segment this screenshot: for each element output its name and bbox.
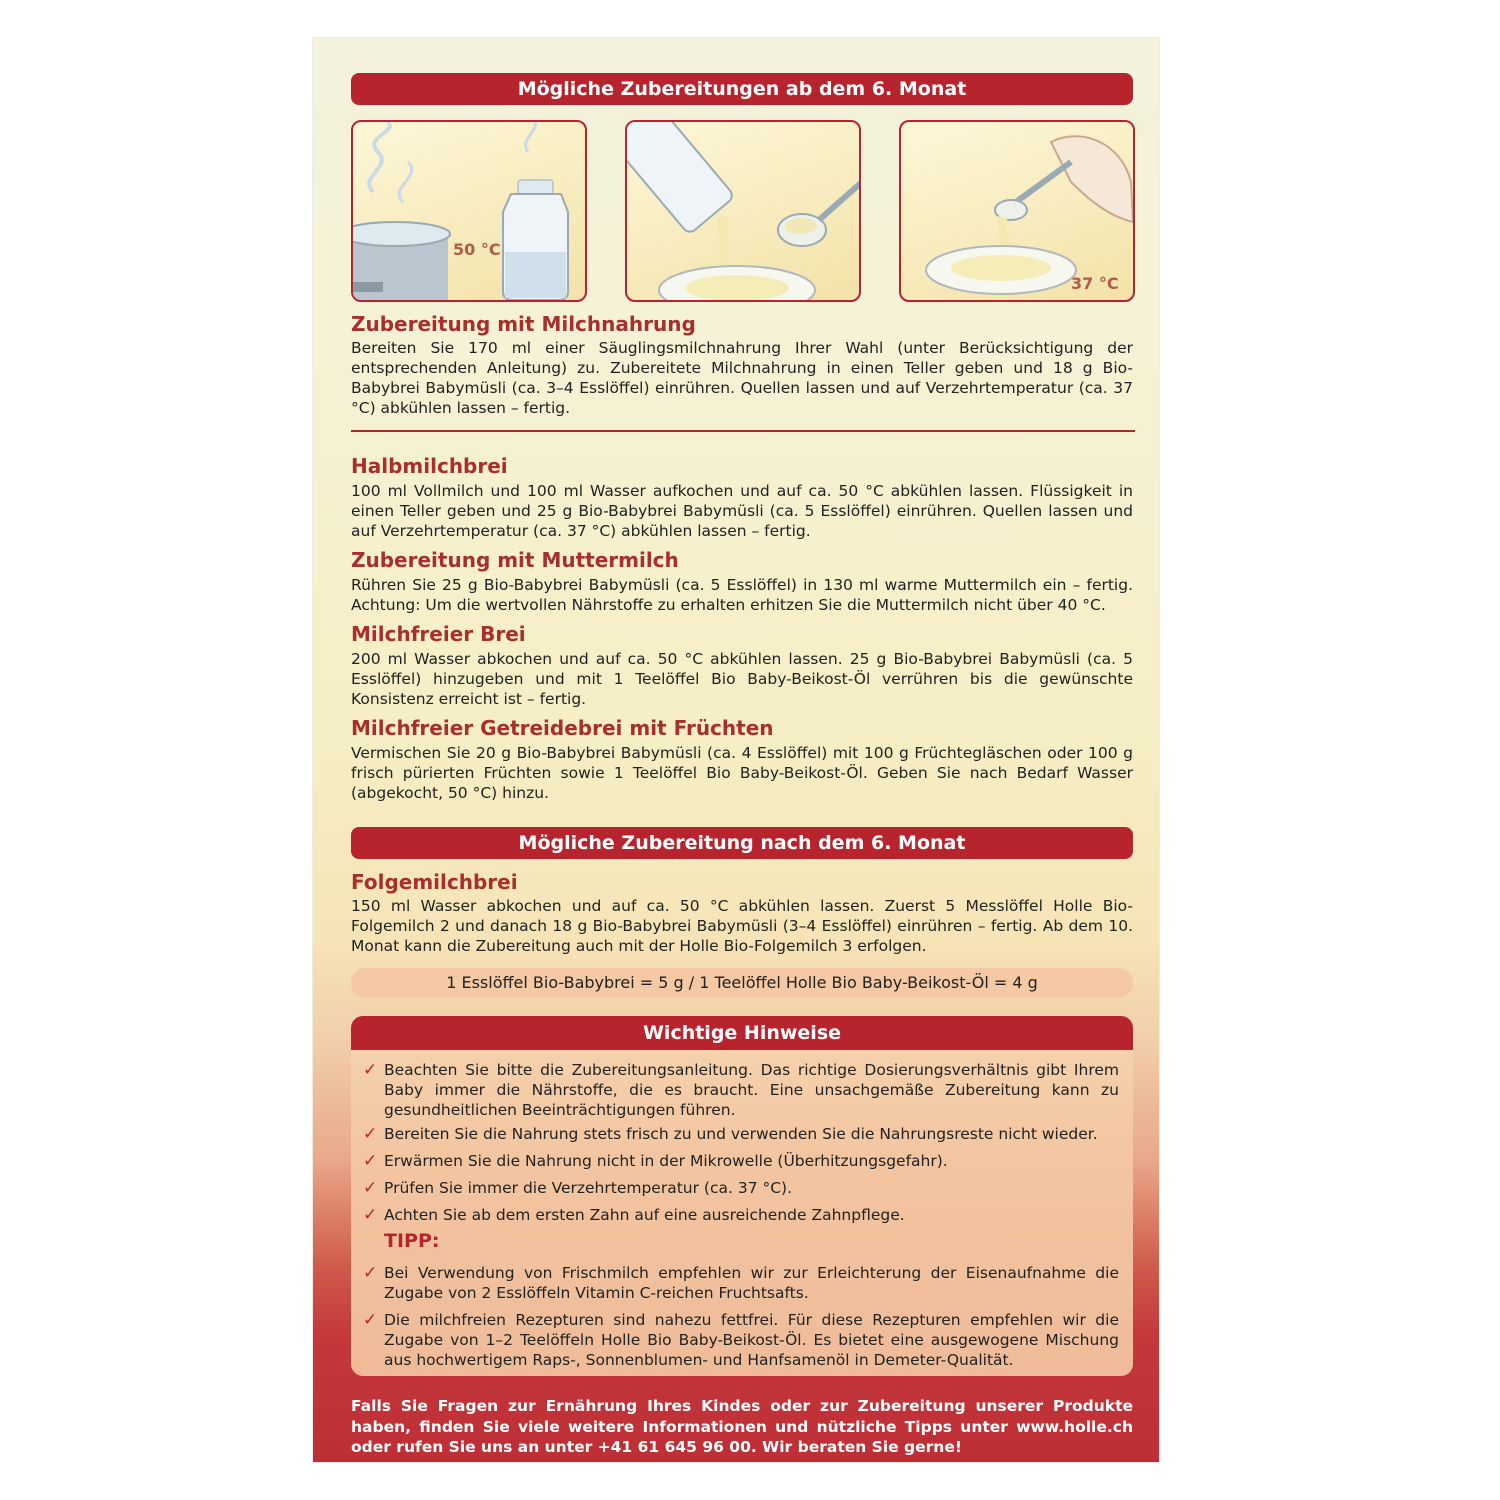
illustration-heat-water bbox=[351, 120, 587, 302]
text-halbmilchbrei: 100 ml Vollmilch und 100 ml Wasser aufkochen und auf ca. 50 °C abkühlen lassen. Flüssigkeit in einen Teller geben und 25 g Bio-Babybrei Babymüsli (ca. 5 Esslöffel) einrühren. Quellen lassen und auf Verzehrtemperatur (ca. 37 °C) abkühlen lassen – fertig. bbox=[351, 482, 1133, 540]
illustration-pour bbox=[625, 120, 861, 302]
illustration-stir bbox=[899, 120, 1135, 302]
hinweis-item: Erwärmen Sie die Nahrung nicht in der Mikrowelle (Überhitzungsgefahr). bbox=[384, 1152, 948, 1170]
check-icon: ✓ bbox=[363, 1124, 378, 1144]
hinweise-title: Wichtige Hinweise bbox=[351, 1016, 1133, 1050]
temp-50: 50 °C bbox=[453, 240, 501, 259]
check-icon: ✓ bbox=[363, 1178, 378, 1198]
wichtige-hinweise-box bbox=[351, 1016, 1133, 1376]
hinweis-item: Beachten Sie bitte die Zubereitungsanleitung. Das richtige Dosierungsverhältnis gibt Ihrem Baby immer die Nährstoffe, die es braucht. Eine unsachgemäße Zubereitung kann zu gesundheitlichen Beeinträchtigungen führen. bbox=[384, 1061, 1119, 1119]
check-icon: ✓ bbox=[363, 1310, 378, 1330]
temp-37: 37 °C bbox=[1071, 274, 1119, 293]
text-muttermilch: Rühren Sie 25 g Bio-Babybrei Babymüsli (ca. 5 Esslöffel) in 130 ml warme Muttermilch ein – fertig. Achtung: Um die wertvollen Nährstoffe zu erhalten erhitzen Sie die Muttermilch nicht über 40 °C. bbox=[351, 576, 1133, 614]
tipp-item: Bei Verwendung von Frischmilch empfehlen wir zur Erleichterung der Eisenaufnahme die Zugabe von 2 Esslöffeln Vitamin C-reichen Fruchtsafts. bbox=[384, 1264, 1119, 1302]
title-milchfrei: Milchfreier Brei bbox=[351, 622, 526, 646]
footer-contact: Falls Sie Fragen zur Ernährung Ihres Kindes oder zur Zubereitung unserer Produkte haben, finden Sie viele weitere Informationen und nützliche Tipps unter www.holle.ch oder rufen Sie uns an unter +41 61 645 96 00. Wir beraten Sie gerne! bbox=[351, 1397, 1133, 1456]
title-fruechte: Milchfreier Getreidebrei mit Früchten bbox=[351, 716, 774, 740]
check-icon: ✓ bbox=[363, 1060, 378, 1080]
title-milchnahrung: Zubereitung mit Milchnahrung bbox=[351, 312, 696, 336]
text-milchnahrung: Bereiten Sie 170 ml einer Säuglingsmilchnahrung Ihrer Wahl (unter Berücksichtigung der entsprechenden Anleitung) zu. Zubereitete Milchnahrung in einen Teller geben und 18 g Bio-Babybrei Babymüsli (ca. 3–4 Esslöffel) einrühren. Quellen lassen und auf Verzehrtemperatur (ca. 37 °C) abkühlen lassen – fertig. bbox=[351, 339, 1133, 417]
check-icon: ✓ bbox=[363, 1151, 378, 1171]
title-muttermilch: Zubereitung mit Muttermilch bbox=[351, 548, 679, 572]
check-icon: ✓ bbox=[363, 1205, 378, 1225]
check-icon: ✓ bbox=[363, 1263, 378, 1283]
package-back bbox=[313, 38, 1159, 1462]
tipp-label: TIPP: bbox=[384, 1230, 440, 1252]
header-nach-6-monat: Mögliche Zubereitung nach dem 6. Monat bbox=[351, 827, 1133, 859]
title-folgemilchbrei: Folgemilchbrei bbox=[351, 870, 518, 894]
tipp-item: Die milchfreien Rezepturen sind nahezu fettfrei. Für diese Rezepturen empfehlen wir die Zugabe von 1–2 Teelöffeln Holle Bio Baby-Beikost-Öl. Es bietet eine ausgewogene Mischung aus hochwertigem Raps-, Sonnenblumen- und Hanfsamenöl in Demeter-Qualität. bbox=[384, 1311, 1119, 1369]
hinweis-item: Prüfen Sie immer die Verzehrtemperatur (ca. 37 °C). bbox=[384, 1179, 793, 1197]
hinweis-item: Bereiten Sie die Nahrung stets frisch zu und verwenden Sie die Nahrungsreste nicht wieder. bbox=[384, 1125, 1098, 1143]
hinweis-item: Achten Sie ab dem ersten Zahn auf eine ausreichende Zahnpflege. bbox=[384, 1206, 905, 1224]
header-ab-6-monat: Mögliche Zubereitungen ab dem 6. Monat bbox=[351, 73, 1133, 105]
divider bbox=[351, 430, 1135, 432]
measure-note: 1 Esslöffel Bio-Babybrei = 5 g / 1 Teelöffel Holle Bio Baby-Beikost-Öl = 4 g bbox=[351, 968, 1133, 998]
text-folgemilchbrei: 150 ml Wasser abkochen und auf ca. 50 °C abkühlen lassen. Zuerst 5 Messlöffel Holle Bio-Folgemilch 2 und danach 18 g Bio-Babybrei Babymüsli (3–4 Esslöffel) einrühren – fertig. Ab dem 10. Monat kann die Zubereitung auch mit der Holle Bio-Folgemilch 3 erfolgen. bbox=[351, 897, 1133, 955]
text-fruechte: Vermischen Sie 20 g Bio-Babybrei Babymüsli (ca. 4 Esslöffel) mit 100 g Früchtegläschen oder 100 g frisch pürierten Früchten sowie 1 Teelöffel Bio Baby-Beikost-Öl. Geben Sie nach Bedarf Wasser (abgekocht, 50 °C) hinzu. bbox=[351, 744, 1133, 802]
title-halbmilchbrei: Halbmilchbrei bbox=[351, 454, 508, 478]
pot-bottle-icon bbox=[353, 122, 585, 300]
pour-plate-icon bbox=[627, 122, 859, 300]
text-milchfrei: 200 ml Wasser abkochen und auf ca. 50 °C abkühlen lassen. 25 g Bio-Babybrei Babymüsli (ca. 5 Esslöffel) hinzugeben und mit 1 Teelöffel Bio Baby-Beikost-Öl verrühren bis die gewünschte Konsistenz erreicht ist – fertig. bbox=[351, 650, 1133, 708]
